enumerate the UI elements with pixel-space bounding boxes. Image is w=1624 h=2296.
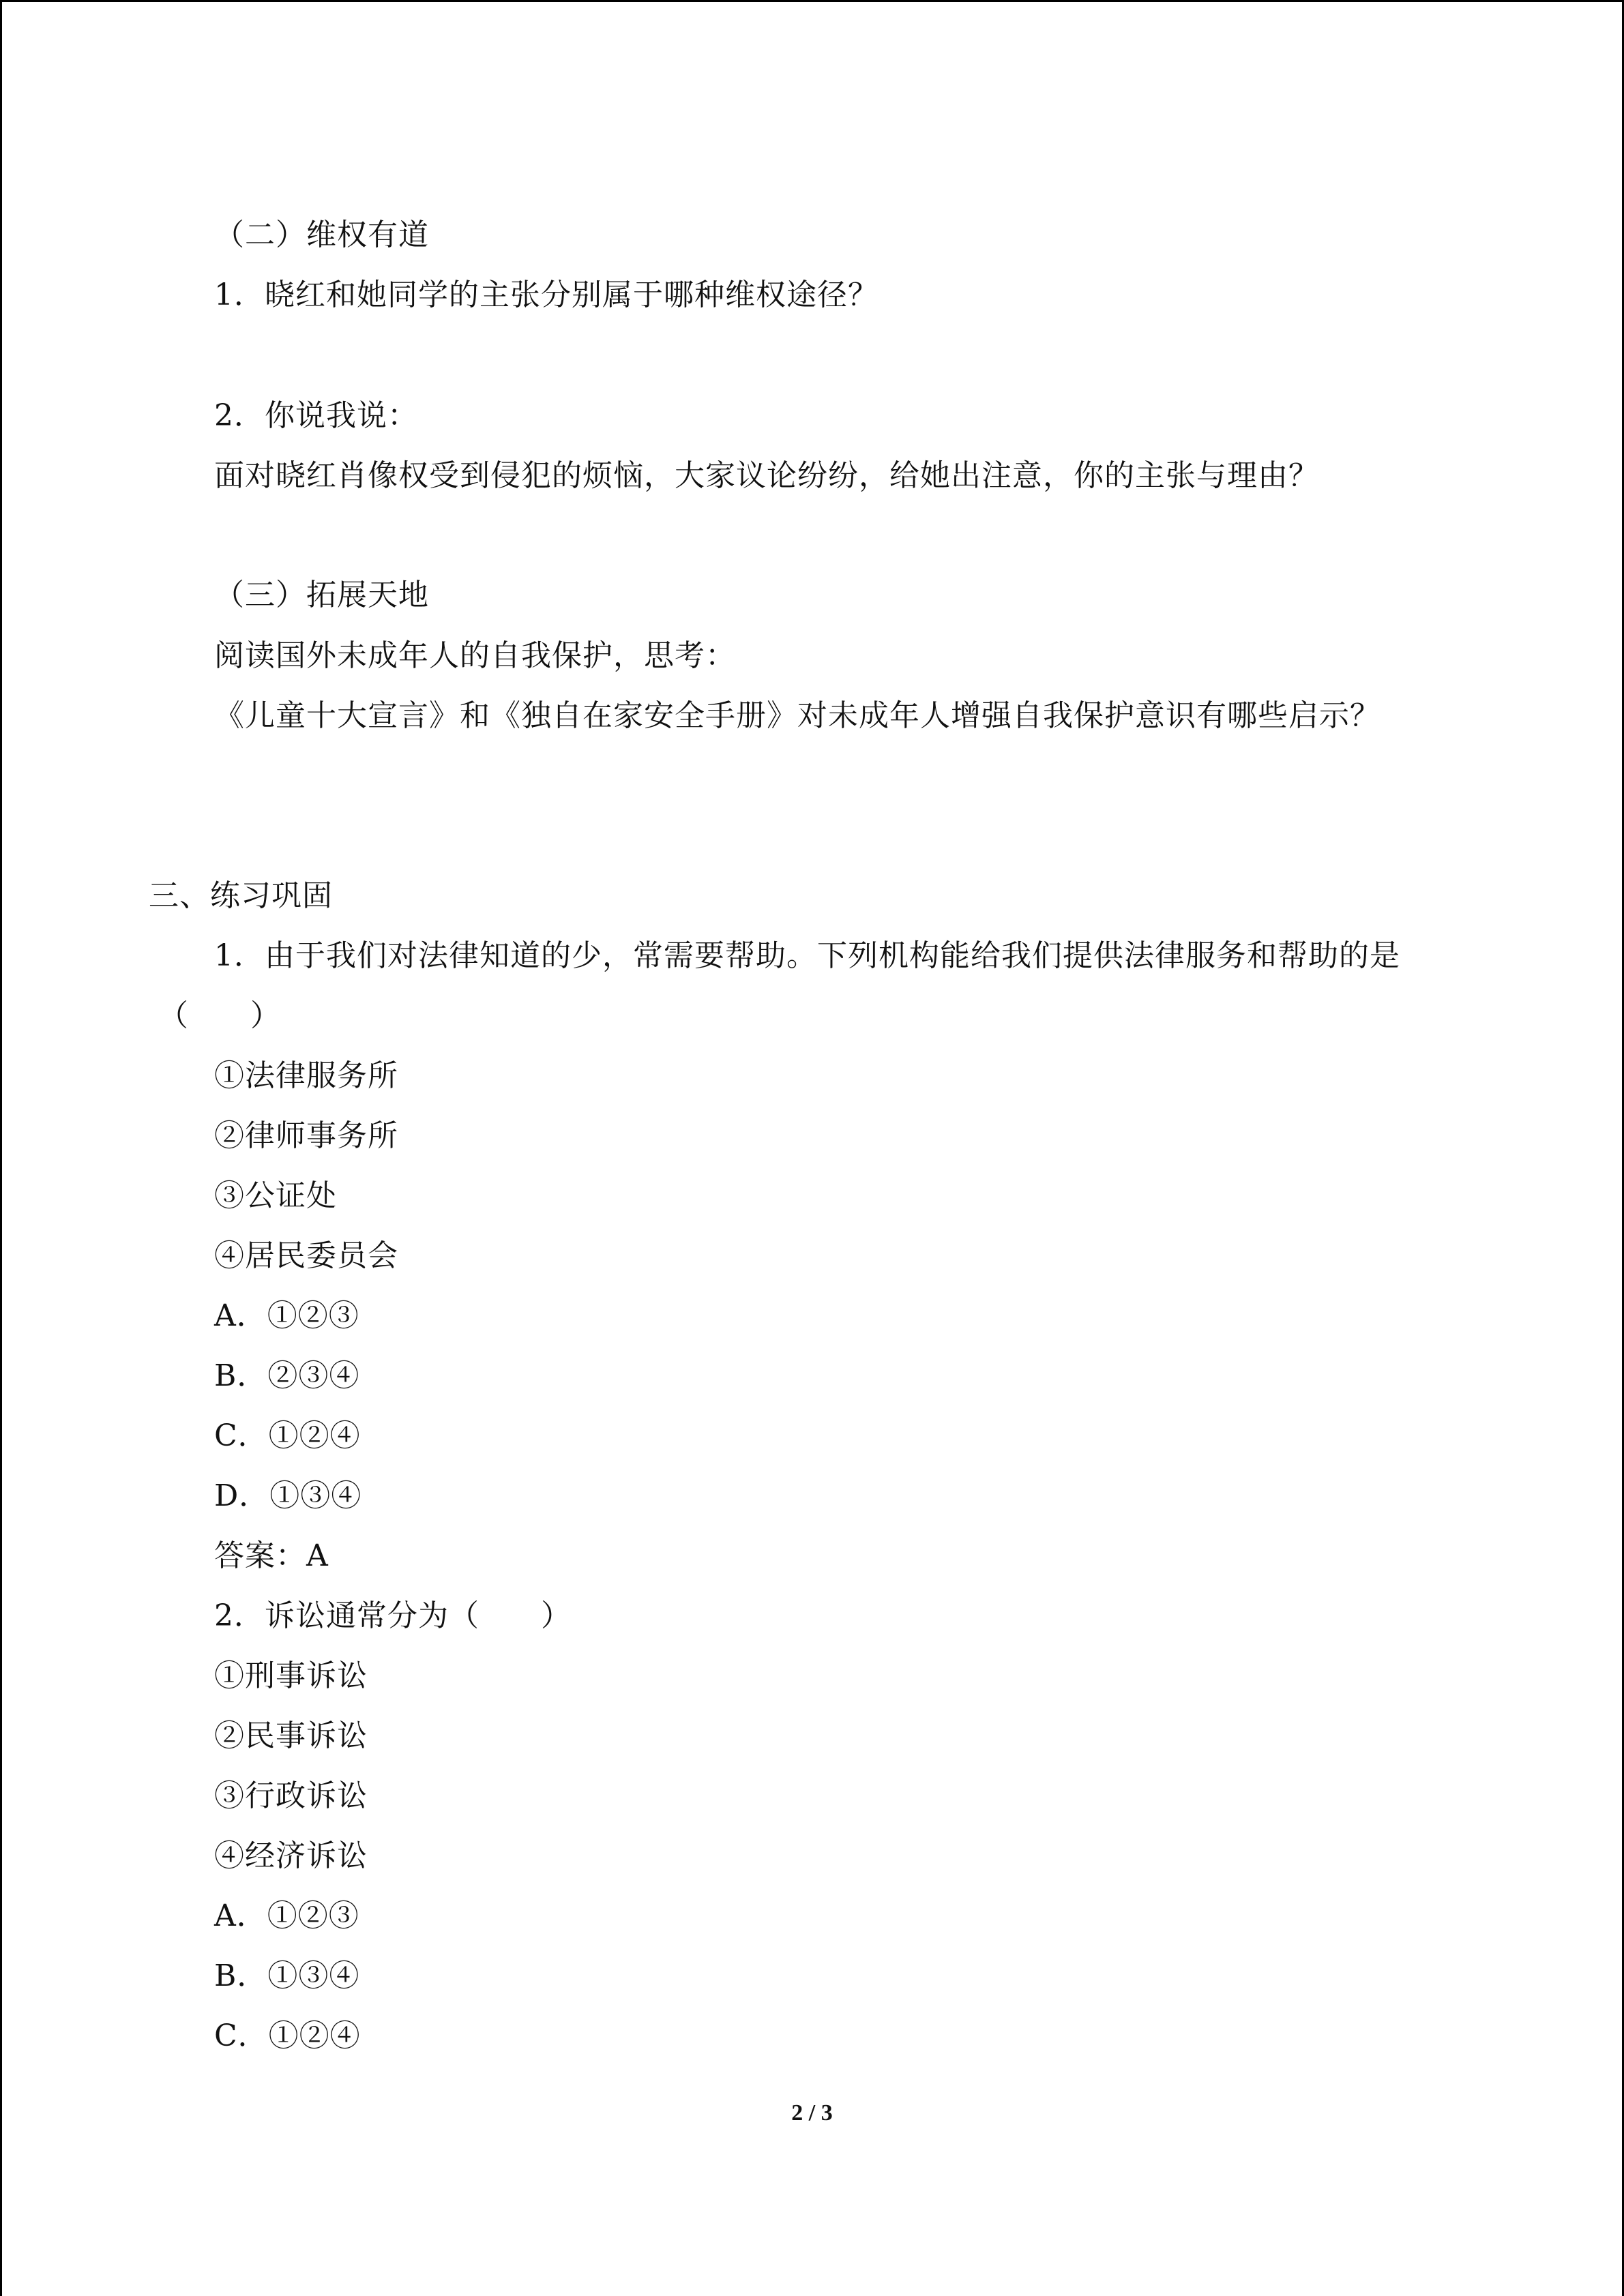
- practice-q2-option-c: C．①②④: [214, 2018, 361, 2053]
- practice-q1-option-b: B．②③④: [214, 1358, 360, 1393]
- question-1: 1．晓红和她同学的主张分别属于哪种维权途径？: [214, 278, 879, 312]
- section-heading-extension: （三）拓展天地: [214, 578, 429, 612]
- page-border-top: [0, 0, 1624, 2]
- practice-q2-item: ①刑事诉讼: [214, 1658, 368, 1693]
- practice-q2-item: ③行政诉讼: [214, 1778, 368, 1813]
- practice-q2-item: ②民事诉讼: [214, 1718, 368, 1753]
- practice-q2-item: ④经济诉讼: [214, 1838, 368, 1873]
- practice-q1-blank: （ ）: [158, 998, 281, 1033]
- question-2-body: 面对晓红肖像权受到侵犯的烦恼，大家议论纷纷，给她出注意，你的主张与理由？: [214, 458, 1319, 493]
- page-border-left: [0, 0, 2, 2296]
- practice-q1-item: ①法律服务所: [214, 1058, 398, 1093]
- section-heading-rights: （二）维权有道: [214, 218, 429, 252]
- practice-q2-option-a: A．①②③: [214, 1898, 359, 1933]
- practice-q2-option-b: B．①③④: [214, 1958, 360, 1993]
- practice-q1-item: ②律师事务所: [214, 1118, 398, 1153]
- question-2-title: 2．你说我说：: [214, 398, 418, 433]
- extension-line-2: 《儿童十大宣言》和《独自在家安全手册》对未成年人增强自我保护意识有哪些启示？: [214, 698, 1381, 733]
- practice-q1-option-d: D．①③④: [214, 1478, 362, 1513]
- practice-q1-answer: 答案：A: [214, 1538, 329, 1573]
- practice-q1-option-c: C．①②④: [214, 1418, 361, 1453]
- practice-q1-item: ④居民委员会: [214, 1238, 398, 1273]
- practice-q2-stem: 2．诉讼通常分为（ ）: [214, 1598, 572, 1633]
- practice-q1-stem: 1．由于我们对法律知道的少，常需要帮助。下列机构能给我们提供法律服务和帮助的是: [214, 938, 1400, 973]
- practice-heading: 三、练习巩固: [149, 878, 333, 913]
- practice-q1-option-a: A．①②③: [214, 1298, 359, 1333]
- page-number: 2 / 3: [791, 2100, 833, 2126]
- extension-line-1: 阅读国外未成年人的自我保护，思考：: [214, 638, 736, 673]
- practice-q1-item: ③公证处: [214, 1178, 337, 1213]
